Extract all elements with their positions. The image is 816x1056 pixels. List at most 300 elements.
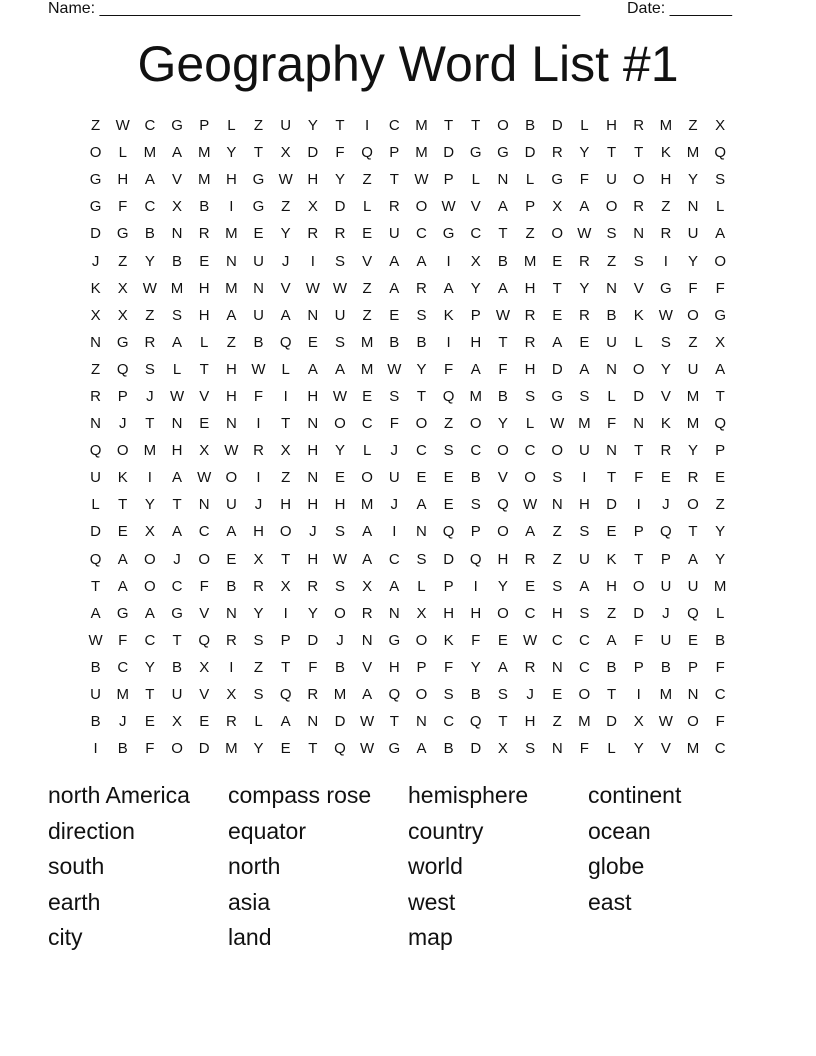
grid-letter[interactable]: Z	[688, 333, 698, 351]
grid-letter[interactable]: B	[90, 713, 101, 731]
grid-letter[interactable]: A	[307, 360, 318, 378]
grid-letter[interactable]: H	[225, 387, 237, 405]
grid-letter[interactable]: L	[227, 117, 236, 135]
grid-letter[interactable]: B	[606, 658, 617, 676]
grid-letter[interactable]: S	[334, 252, 345, 270]
grid-letter[interactable]: D	[551, 117, 563, 135]
grid-letter[interactable]: C	[470, 225, 482, 243]
grid-letter[interactable]: Q	[116, 360, 129, 378]
grid-letter[interactable]: U	[280, 117, 292, 135]
grid-letter[interactable]: V	[362, 252, 373, 270]
grid-letter[interactable]: Y	[416, 360, 427, 378]
grid-letter[interactable]: H	[307, 496, 319, 514]
grid-letter[interactable]: T	[172, 631, 182, 649]
grid-letter[interactable]: U	[334, 306, 346, 324]
grid-letter[interactable]: Y	[226, 144, 237, 162]
grid-letter[interactable]: B	[606, 306, 617, 324]
grid-letter[interactable]: P	[633, 523, 644, 541]
grid-letter[interactable]: R	[198, 225, 210, 243]
grid-letter[interactable]: F	[634, 631, 644, 649]
grid-letter[interactable]: G	[116, 604, 129, 622]
grid-letter[interactable]: D	[524, 144, 536, 162]
grid-letter[interactable]: K	[660, 144, 671, 162]
grid-letter[interactable]: I	[229, 198, 234, 216]
grid-letter[interactable]: Z	[552, 550, 562, 568]
grid-letter[interactable]: Q	[442, 523, 455, 541]
grid-letter[interactable]: F	[253, 387, 264, 405]
grid-letter[interactable]: C	[714, 740, 726, 758]
grid-letter[interactable]: W	[658, 713, 673, 731]
grid-letter[interactable]: F	[444, 360, 454, 378]
grid-letter[interactable]: C	[551, 631, 563, 649]
grid-letter[interactable]: A	[497, 279, 508, 297]
grid-letter[interactable]: E	[443, 469, 454, 487]
grid-letter[interactable]: O	[605, 198, 618, 216]
grid-letter[interactable]: X	[144, 523, 155, 541]
grid-letter[interactable]: T	[145, 686, 155, 704]
grid-letter[interactable]: D	[198, 740, 210, 758]
grid-letter[interactable]: R	[361, 604, 373, 622]
grid-letter[interactable]: L	[172, 360, 182, 378]
grid-letter[interactable]: O	[279, 523, 292, 541]
grid-letter[interactable]: R	[524, 550, 536, 568]
grid-letter[interactable]: U	[253, 306, 264, 324]
grid-letter[interactable]: I	[582, 469, 587, 487]
grid-letter[interactable]: F	[471, 631, 481, 649]
grid-letter[interactable]: T	[172, 496, 182, 514]
grid-letter[interactable]: L	[362, 442, 372, 460]
grid-letter[interactable]: T	[281, 658, 291, 676]
grid-letter[interactable]: Z	[715, 496, 725, 514]
grid-letter[interactable]: W	[251, 360, 266, 378]
grid-letter[interactable]: Y	[144, 252, 155, 270]
grid-letter[interactable]: A	[389, 252, 400, 270]
grid-letter[interactable]: J	[390, 496, 399, 514]
grid-letter[interactable]: Y	[715, 523, 726, 541]
grid-letter[interactable]: J	[309, 523, 317, 541]
grid-letter[interactable]: O	[714, 252, 726, 270]
grid-letter[interactable]: O	[116, 442, 129, 460]
grid-letter[interactable]: W	[414, 171, 429, 189]
grid-letter[interactable]: A	[172, 144, 183, 162]
grid-letter[interactable]: Y	[497, 415, 508, 433]
grid-letter[interactable]: W	[224, 442, 239, 460]
grid-letter[interactable]: Z	[253, 117, 264, 135]
grid-letter[interactable]: Y	[144, 496, 155, 514]
grid-letter[interactable]: X	[172, 713, 183, 731]
grid-letter[interactable]: A	[416, 496, 427, 514]
grid-letter[interactable]: F	[389, 415, 399, 433]
grid-letter[interactable]: X	[280, 577, 291, 595]
grid-letter[interactable]: V	[199, 604, 210, 622]
grid-letter[interactable]: R	[551, 144, 563, 162]
grid-letter[interactable]: W	[441, 198, 456, 216]
grid-letter[interactable]: M	[686, 144, 700, 162]
grid-letter[interactable]: G	[469, 144, 482, 162]
grid-letter[interactable]: V	[172, 171, 183, 189]
grid-letter[interactable]: Q	[660, 523, 672, 541]
grid-letter[interactable]: W	[142, 279, 157, 297]
grid-letter[interactable]: P	[443, 171, 454, 189]
grid-letter[interactable]: T	[606, 469, 617, 487]
grid-letter[interactable]: R	[633, 198, 645, 216]
grid-letter[interactable]: X	[199, 658, 210, 676]
grid-letter[interactable]: S	[552, 577, 563, 595]
grid-letter[interactable]: E	[688, 631, 699, 649]
grid-letter[interactable]: A	[715, 225, 726, 243]
grid-letter[interactable]: T	[281, 415, 291, 433]
grid-letter[interactable]: N	[225, 604, 237, 622]
grid-letter[interactable]: T	[118, 496, 128, 514]
grid-letter[interactable]: A	[226, 523, 237, 541]
grid-letter[interactable]: I	[446, 252, 451, 270]
grid-letter[interactable]: K	[660, 415, 671, 433]
grid-letter[interactable]: A	[362, 550, 373, 568]
grid-letter[interactable]: S	[443, 442, 454, 460]
grid-letter[interactable]: C	[443, 713, 455, 731]
grid-letter[interactable]: L	[607, 387, 616, 405]
grid-letter[interactable]: S	[389, 387, 400, 405]
grid-letter[interactable]: O	[89, 144, 102, 162]
grid-letter[interactable]: W	[522, 496, 538, 514]
grid-letter[interactable]: J	[173, 550, 181, 568]
grid-letter[interactable]: A	[117, 577, 128, 595]
grid-letter[interactable]: F	[199, 577, 209, 595]
grid-letter[interactable]: G	[551, 387, 564, 405]
grid-letter[interactable]: N	[307, 415, 319, 433]
grid-letter[interactable]: Z	[362, 279, 372, 297]
grid-letter[interactable]: Y	[633, 740, 644, 758]
grid-letter[interactable]: H	[307, 442, 319, 460]
grid-letter[interactable]: I	[310, 252, 315, 270]
grid-letter[interactable]: O	[334, 604, 346, 622]
grid-letter[interactable]: R	[660, 225, 672, 243]
grid-letter[interactable]: K	[117, 469, 128, 487]
grid-letter[interactable]: Q	[198, 631, 211, 649]
grid-letter[interactable]: E	[307, 333, 318, 351]
grid-letter[interactable]: X	[226, 686, 237, 704]
grid-letter[interactable]: V	[199, 686, 210, 704]
grid-letter[interactable]: D	[443, 144, 455, 162]
grid-letter[interactable]: F	[579, 740, 589, 758]
grid-letter[interactable]: F	[335, 144, 345, 162]
grid-letter[interactable]: F	[715, 279, 725, 297]
grid-letter[interactable]: N	[551, 658, 563, 676]
grid-letter[interactable]: I	[283, 604, 288, 622]
grid-letter[interactable]: O	[551, 442, 564, 460]
grid-letter[interactable]: O	[632, 171, 645, 189]
grid-letter[interactable]: D	[334, 198, 346, 216]
grid-letter[interactable]: T	[634, 144, 644, 162]
grid-letter[interactable]: H	[171, 442, 183, 460]
grid-letter[interactable]: B	[715, 631, 726, 649]
grid-letter[interactable]: O	[198, 550, 211, 568]
grid-letter[interactable]: L	[716, 604, 725, 622]
grid-letter[interactable]: C	[470, 442, 482, 460]
grid-letter[interactable]: G	[714, 306, 726, 324]
grid-letter[interactable]: V	[660, 387, 671, 405]
grid-letter[interactable]: A	[688, 550, 699, 568]
grid-letter[interactable]: P	[660, 550, 671, 568]
grid-letter[interactable]: A	[362, 686, 373, 704]
grid-letter[interactable]: E	[606, 523, 617, 541]
grid-letter[interactable]: S	[525, 740, 536, 758]
grid-letter[interactable]: V	[280, 279, 291, 297]
grid-letter[interactable]: U	[578, 550, 590, 568]
grid-letter[interactable]: Q	[687, 604, 699, 622]
grid-letter[interactable]: G	[442, 225, 455, 243]
grid-letter[interactable]: E	[144, 713, 155, 731]
grid-letter[interactable]: M	[469, 387, 483, 405]
grid-letter[interactable]: M	[659, 686, 673, 704]
grid-letter[interactable]: B	[117, 740, 128, 758]
grid-letter[interactable]: F	[498, 360, 508, 378]
grid-letter[interactable]: W	[332, 387, 348, 405]
grid-letter[interactable]: H	[524, 279, 536, 297]
grid-letter[interactable]: R	[633, 117, 645, 135]
grid-letter[interactable]: C	[171, 577, 183, 595]
grid-letter[interactable]: S	[334, 577, 345, 595]
grid-letter[interactable]: X	[199, 442, 210, 460]
grid-letter[interactable]: D	[307, 144, 319, 162]
grid-letter[interactable]: S	[443, 686, 454, 704]
grid-letter[interactable]: B	[334, 658, 345, 676]
grid-letter[interactable]: A	[497, 198, 508, 216]
grid-letter[interactable]: E	[552, 306, 563, 324]
grid-letter[interactable]: A	[416, 740, 427, 758]
grid-letter[interactable]: R	[307, 225, 319, 243]
grid-letter[interactable]: W	[115, 117, 130, 135]
grid-letter[interactable]: W	[197, 469, 212, 487]
grid-letter[interactable]: F	[118, 631, 128, 649]
grid-letter[interactable]: U	[225, 496, 237, 514]
grid-letter[interactable]: N	[307, 469, 319, 487]
grid-letter[interactable]: Y	[334, 171, 345, 189]
grid-letter[interactable]: Y	[579, 279, 590, 297]
grid-letter[interactable]: T	[634, 550, 644, 568]
grid-letter[interactable]: O	[687, 306, 699, 324]
grid-letter[interactable]: Y	[715, 550, 726, 568]
grid-letter[interactable]: R	[334, 225, 346, 243]
grid-letter[interactable]: S	[579, 604, 590, 622]
grid-letter[interactable]: I	[636, 686, 641, 704]
grid-letter[interactable]: Q	[279, 686, 292, 704]
grid-letter[interactable]: E	[199, 415, 210, 433]
grid-letter[interactable]: Q	[361, 144, 373, 162]
grid-letter[interactable]: L	[525, 171, 535, 189]
grid-letter[interactable]: R	[225, 713, 237, 731]
grid-letter[interactable]: O	[144, 577, 156, 595]
grid-letter[interactable]: N	[687, 686, 699, 704]
grid-letter[interactable]: S	[172, 306, 183, 324]
grid-letter[interactable]: Y	[688, 171, 699, 189]
grid-letter[interactable]: J	[662, 604, 670, 622]
grid-letter[interactable]: O	[551, 225, 564, 243]
grid-letter[interactable]: H	[225, 171, 237, 189]
grid-letter[interactable]: V	[470, 198, 481, 216]
grid-letter[interactable]: Q	[334, 740, 346, 758]
grid-letter[interactable]: G	[171, 604, 183, 622]
grid-letter[interactable]: M	[225, 225, 238, 243]
grid-letter[interactable]: W	[332, 550, 348, 568]
grid-letter[interactable]: F	[118, 198, 128, 216]
grid-letter[interactable]: C	[578, 658, 590, 676]
grid-letter[interactable]: O	[334, 415, 346, 433]
grid-letter[interactable]: P	[715, 442, 726, 460]
grid-letter[interactable]: Y	[280, 225, 291, 243]
grid-letter[interactable]: W	[495, 306, 510, 324]
grid-letter[interactable]: T	[498, 225, 508, 243]
grid-letter[interactable]: C	[388, 550, 400, 568]
grid-letter[interactable]: W	[305, 279, 320, 297]
grid-letter[interactable]: H	[443, 604, 455, 622]
grid-letter[interactable]: I	[636, 496, 641, 514]
grid-letter[interactable]: N	[171, 225, 183, 243]
grid-letter[interactable]: V	[362, 658, 373, 676]
grid-letter[interactable]: B	[90, 658, 101, 676]
grid-letter[interactable]: X	[307, 198, 318, 216]
grid-letter[interactable]: V	[660, 740, 671, 758]
grid-letter[interactable]: H	[660, 171, 672, 189]
grid-letter[interactable]: B	[470, 469, 481, 487]
grid-letter[interactable]: R	[90, 387, 101, 405]
grid-letter[interactable]: H	[524, 360, 536, 378]
grid-letter[interactable]: B	[172, 252, 183, 270]
grid-letter[interactable]: F	[634, 469, 644, 487]
grid-letter[interactable]: H	[225, 360, 237, 378]
grid-letter[interactable]: D	[334, 713, 346, 731]
grid-letter[interactable]: H	[334, 496, 346, 514]
grid-letter[interactable]: V	[497, 469, 508, 487]
grid-letter[interactable]: Z	[362, 171, 372, 189]
grid-letter[interactable]: T	[606, 686, 617, 704]
grid-letter[interactable]: M	[578, 713, 591, 731]
grid-letter[interactable]: N	[687, 198, 699, 216]
grid-letter[interactable]: U	[687, 577, 699, 595]
grid-letter[interactable]: M	[170, 279, 184, 297]
grid-letter[interactable]: M	[143, 442, 157, 460]
grid-letter[interactable]: P	[389, 144, 400, 162]
grid-letter[interactable]: A	[144, 604, 155, 622]
grid-letter[interactable]: I	[147, 469, 152, 487]
grid-letter[interactable]: N	[253, 279, 264, 297]
grid-letter[interactable]: U	[687, 225, 699, 243]
grid-letter[interactable]: V	[633, 279, 644, 297]
grid-letter[interactable]: K	[633, 306, 644, 324]
grid-letter[interactable]: B	[253, 333, 264, 351]
grid-letter[interactable]: W	[360, 740, 375, 758]
grid-letter[interactable]: J	[662, 496, 670, 514]
grid-letter[interactable]: T	[389, 171, 399, 189]
grid-letter[interactable]: H	[470, 333, 482, 351]
grid-letter[interactable]: D	[443, 550, 455, 568]
grid-letter[interactable]: R	[225, 631, 237, 649]
grid-letter[interactable]: H	[470, 604, 482, 622]
grid-letter[interactable]: S	[552, 469, 563, 487]
grid-letter[interactable]: O	[578, 686, 591, 704]
grid-letter[interactable]: E	[253, 225, 264, 243]
grid-letter[interactable]: N	[90, 333, 101, 351]
grid-letter[interactable]: P	[470, 306, 481, 324]
grid-letter[interactable]: M	[143, 144, 157, 162]
grid-letter[interactable]: A	[389, 577, 400, 595]
grid-letter[interactable]: I	[663, 252, 668, 270]
grid-letter[interactable]: N	[171, 415, 183, 433]
grid-letter[interactable]: Z	[552, 713, 562, 731]
grid-letter[interactable]: H	[117, 171, 129, 189]
grid-letter[interactable]: M	[197, 171, 211, 189]
grid-letter[interactable]: N	[606, 360, 617, 378]
grid-letter[interactable]: F	[308, 658, 318, 676]
grid-letter[interactable]: R	[253, 577, 264, 595]
grid-letter[interactable]: Z	[118, 252, 128, 270]
grid-letter[interactable]: I	[365, 117, 370, 135]
grid-letter[interactable]: C	[198, 523, 210, 541]
grid-letter[interactable]: T	[145, 415, 155, 433]
grid-letter[interactable]: H	[606, 117, 617, 135]
grid-letter[interactable]: A	[90, 604, 101, 622]
grid-letter[interactable]: N	[551, 496, 563, 514]
grid-letter[interactable]: Z	[281, 198, 291, 216]
grid-letter[interactable]: E	[715, 469, 726, 487]
grid-letter[interactable]: X	[117, 306, 128, 324]
grid-letter[interactable]: O	[415, 631, 428, 649]
grid-letter[interactable]: T	[634, 442, 644, 460]
grid-letter[interactable]: G	[89, 171, 102, 189]
grid-letter[interactable]: M	[578, 415, 591, 433]
grid-letter[interactable]: T	[471, 117, 481, 135]
grid-letter[interactable]: A	[172, 523, 183, 541]
grid-letter[interactable]: S	[525, 387, 536, 405]
grid-letter[interactable]: E	[579, 333, 590, 351]
grid-letter[interactable]: Y	[253, 604, 264, 622]
grid-letter[interactable]: T	[498, 713, 508, 731]
grid-letter[interactable]: A	[579, 577, 590, 595]
grid-letter[interactable]: G	[497, 144, 509, 162]
grid-letter[interactable]: R	[578, 306, 590, 324]
grid-letter[interactable]: T	[552, 279, 562, 297]
grid-letter[interactable]: L	[607, 740, 616, 758]
grid-letter[interactable]: P	[470, 523, 481, 541]
grid-letter[interactable]: C	[714, 686, 726, 704]
grid-letter[interactable]: T	[281, 550, 291, 568]
grid-letter[interactable]: Z	[444, 415, 454, 433]
grid-letter[interactable]: B	[144, 225, 155, 243]
grid-letter[interactable]: A	[172, 469, 183, 487]
grid-letter[interactable]: U	[578, 442, 590, 460]
grid-letter[interactable]: P	[280, 631, 291, 649]
grid-letter[interactable]: O	[415, 415, 428, 433]
grid-letter[interactable]: A	[443, 279, 454, 297]
grid-letter[interactable]: B	[416, 333, 427, 351]
grid-letter[interactable]: R	[307, 686, 319, 704]
grid-letter[interactable]: H	[307, 387, 319, 405]
grid-letter[interactable]: M	[523, 252, 537, 270]
grid-letter[interactable]: R	[524, 306, 536, 324]
grid-letter[interactable]: N	[225, 252, 237, 270]
grid-letter[interactable]: J	[91, 252, 100, 270]
grid-letter[interactable]: X	[280, 442, 291, 460]
grid-letter[interactable]: M	[197, 144, 211, 162]
grid-letter[interactable]: A	[579, 360, 590, 378]
grid-letter[interactable]: J	[146, 387, 154, 405]
grid-letter[interactable]: X	[470, 252, 481, 270]
grid-letter[interactable]: Q	[714, 415, 726, 433]
grid-letter[interactable]: R	[524, 333, 536, 351]
grid-letter[interactable]: Z	[90, 360, 101, 378]
grid-letter[interactable]: M	[225, 740, 238, 758]
grid-letter[interactable]: F	[606, 415, 617, 433]
